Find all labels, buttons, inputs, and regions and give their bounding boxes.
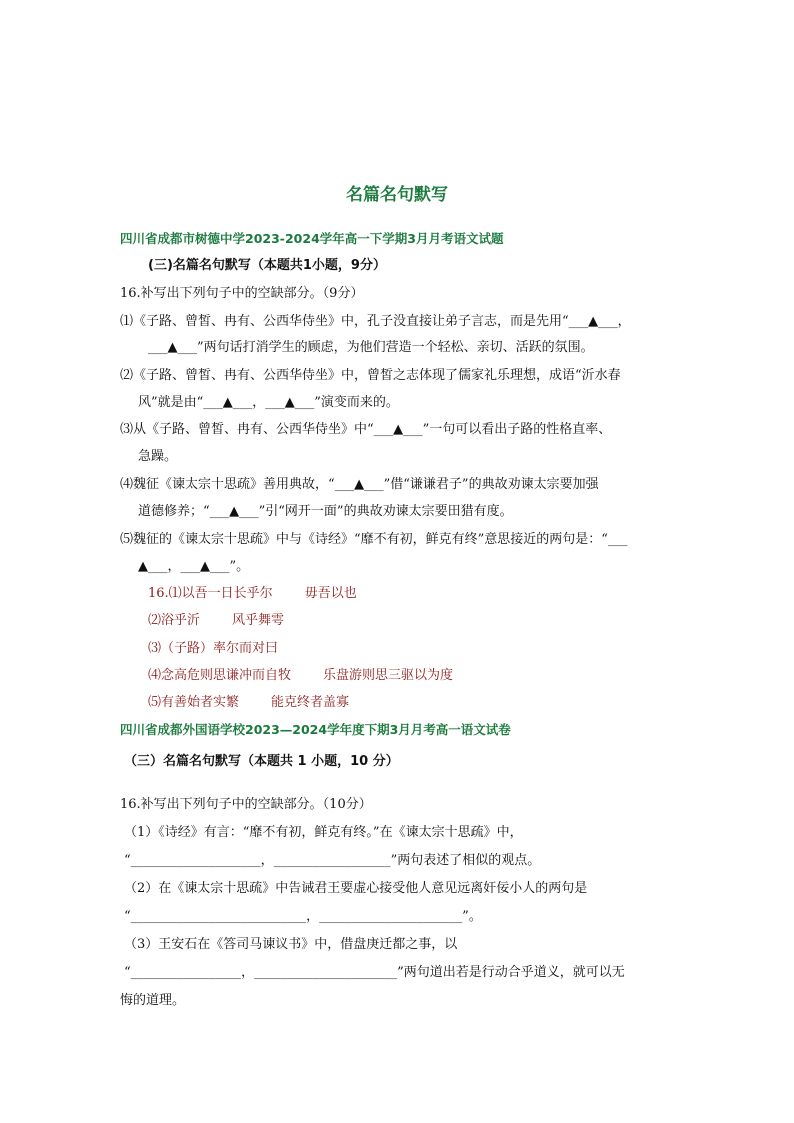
answer-part: 能克终者盖寡 [271,695,350,710]
question-line: （2）在《谏太宗十思疏》中告诫君王要虚心接受他人意见远离奸佞小人的两句是 [124,881,588,896]
section-heading-2: （三）名篇名句默写（本题共 1 小题，10 分） [124,754,399,769]
question-line: 急躁。 [138,449,178,464]
question-line: ___▲___”两句话打消学生的顾虑，为他们营造一个轻松、亲切、活跃的氛围。 [148,340,594,355]
question-line: ⑴《子路、曾皙、冉有、公西华侍坐》中，孔子没直接让弟子言志，而是先用“___▲___， [120,314,631,329]
answer-part: 毋吾以也 [304,586,357,601]
section-heading-1: (三)名篇名句默写（本题共1小题，9分） [148,258,386,273]
question-line: “____________________，__________________”两句表述了相似的观点。 [124,853,541,868]
question-line: （3）王安石在《答司马谏议书》中，借盘庚迁都之事，以 [124,937,458,952]
answer-part: ⑵浴乎沂 [148,613,201,628]
source-line-2: 四川省成都外国语学校2023—2024学年度下期3月月考高一语文试卷 [120,722,511,737]
question-line: ⑷魏征《谏太宗十思疏》善用典故，“___▲___”借“谦谦君子”的典故劝谏太宗要加强 [120,477,599,492]
answer-line [148,612,284,630]
answer-part: ⑸有善始者实繁 [148,695,240,710]
question-stem-1: 16.补写出下列句子中的空缺部分。（9分） [120,286,364,301]
question-line: ⑶从《子路、曾皙、冉有、公西华侍坐》中“___▲___”一句可以看出子路的性格直率、 [120,422,612,437]
question-line: 道德修养；“___▲___”引“网开一面”的典故劝谏太宗要田猎有度。 [138,504,513,519]
answer-line [148,585,357,603]
source-line-1: 四川省成都市树德中学2023-2024学年高一下学期3月月考语文试题 [120,231,504,246]
answer-line [148,667,453,685]
answer-part: 16.⑴以吾一日长乎尔 [148,586,273,601]
question-line: ⑵《子路、曾皙、冉有、公西华侍坐》中，曾皙之志体现了儒家礼乐理想，成语“沂水春 [120,368,621,383]
answer-part: 风乎舞雩 [232,613,285,628]
question-line: “___________________________，______________________”。 [124,909,482,924]
question-line: 风”就是由“___▲___，___▲___”演变而来的。 [138,395,399,410]
question-line: （1）《诗经》有言：“靡不有初，鲜克有终。”在《谏太宗十思疏》中， [124,825,523,840]
answer-part: ⑶（子路）率尔而对曰 [148,641,279,656]
question-line: ▲___，___▲___”。 [138,559,250,574]
answer-line [148,640,278,658]
answer-part: 乐盘游则思三驱以为度 [323,668,454,683]
answer-line [148,694,349,712]
question-stem-2: 16.补写出下列句子中的空缺部分。（10分） [120,797,372,812]
question-line: “_________________，______________________”两句道出若是行动合乎道义，就可以无 [124,965,625,980]
question-line: ⑸魏征的《谏太宗十思疏》中与《诗经》“靡不有初，鲜克有终”意思接近的两句是：“___ [120,532,628,547]
page-title: 名篇名句默写 [346,185,448,205]
question-line: 悔的道理。 [120,993,186,1008]
answer-part: ⑷念高危则思谦冲而自牧 [148,668,292,683]
